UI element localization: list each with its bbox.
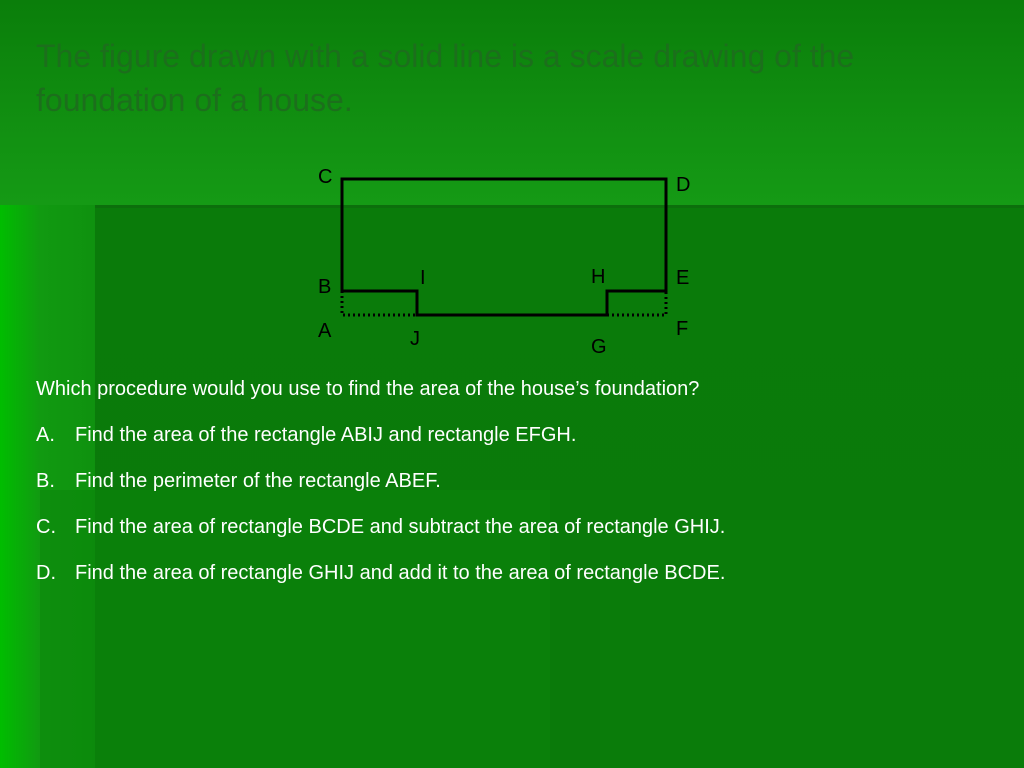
foundation-outline [342, 179, 666, 315]
vertex-label-j: J [410, 328, 420, 350]
option-letter: B. [36, 470, 55, 492]
dotted-segment-left [342, 291, 417, 315]
option-letter: D. [36, 562, 56, 584]
foundation-diagram [300, 155, 720, 365]
vertex-label-e: E [676, 267, 690, 289]
question-text: Which procedure would you use to find the area of the house’s foundation? [36, 378, 700, 400]
answer-option-d [36, 560, 725, 606]
vertex-label-h: H [591, 266, 606, 288]
answer-options [36, 422, 725, 606]
vertex-label-f: F [676, 318, 689, 340]
answer-option-c [36, 514, 725, 560]
option-text: Find the area of rectangle BCDE and subtract the area of rectangle GHIJ. [75, 516, 726, 538]
vertex-label-i: I [420, 267, 426, 289]
option-text: Find the perimeter of the rectangle ABEF. [75, 470, 441, 492]
vertex-label-g: G [591, 336, 607, 358]
answer-option-a [36, 422, 725, 468]
dotted-segment-right [607, 291, 666, 315]
slide-title: The figure drawn with a solid line is a scale drawing of the foundation of a house. [36, 38, 855, 118]
vertex-label-d: D [676, 174, 691, 196]
vertex-label-a: A [318, 320, 332, 342]
answer-option-b [36, 468, 725, 514]
option-text: Find the area of rectangle GHIJ and add it to the area of rectangle BCDE. [75, 562, 726, 584]
vertex-label-c: C [318, 166, 333, 188]
option-text: Find the area of the rectangle ABIJ and rectangle EFGH. [75, 424, 577, 446]
option-letter: A. [36, 424, 55, 446]
option-letter: C. [36, 516, 56, 538]
vertex-label-b: B [318, 276, 332, 298]
